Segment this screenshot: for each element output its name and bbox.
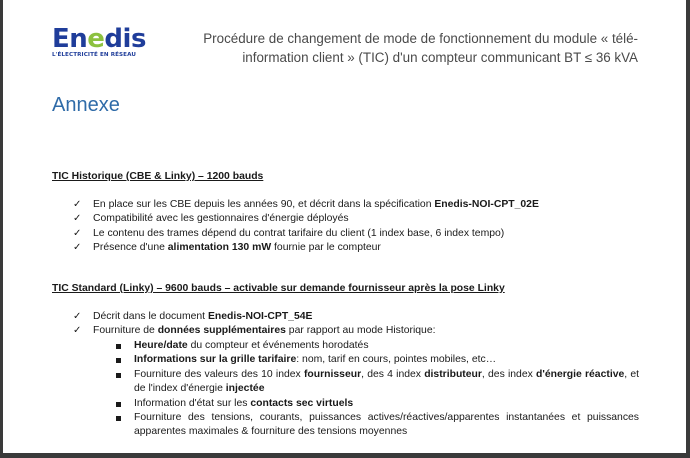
sub-list-item: Fourniture des valeurs des 10 index fournisseur, des 4 index distributeur, des index d'énergie réactive, et de l'index d'énergie injectée <box>116 368 639 397</box>
list-item: ✓ En place sur les CBE depuis les années 90, et décrit dans la spécification Enedis-NOI-CPT_02E <box>73 198 539 212</box>
page-edge-left <box>0 0 3 458</box>
sub-list-item: Fourniture des tensions, courants, puissances actives/réactives/apparentes instantanées et puissances apparentes maximales & fourniture des tensions moyennes <box>116 411 639 440</box>
list-item: ✓ Le contenu des trames dépend du contrat tarifaire du client (1 index base, 6 index tempo) <box>73 227 539 241</box>
section-title-standard: TIC Standard (Linky) – 9600 bauds – activable sur demande fournisseur après la pose Linky <box>52 283 505 294</box>
section-title-historique: TIC Historique (CBE & Linky) – 1200 bauds <box>52 171 264 182</box>
check-icon: ✓ <box>73 325 82 337</box>
enedis-logo <box>52 24 146 58</box>
sub-list-item: Information d'état sur les contacts sec virtuels <box>116 397 639 411</box>
document-header-title: Procédure de changement de mode de fonctionnement du module « télé-information client » (TIC) d'un compteur communicant BT ≤ 36 kVA <box>203 31 638 65</box>
list-item: ✓ Compatibilité avec les gestionnaires d'énergie déployés <box>73 212 539 226</box>
list-item: ✓ Fourniture de données supplémentaires par rapport au mode Historique: <box>73 324 436 338</box>
standard-list <box>73 310 436 339</box>
square-bullet-icon <box>116 344 121 349</box>
standard-sublist <box>116 339 639 440</box>
check-icon: ✓ <box>73 242 82 254</box>
sub-list-item: Heure/date du compteur et événements horodatés <box>116 339 639 353</box>
historique-list <box>73 198 539 256</box>
check-icon: ✓ <box>73 311 82 322</box>
square-bullet-icon <box>116 373 121 378</box>
page-edge-right <box>686 0 690 458</box>
page-title: Annexe <box>52 94 120 116</box>
sub-list-item: Informations sur la grille tarifaire: nom, tarif en cours, pointes mobiles, etc… <box>116 353 639 367</box>
page-edge-bottom <box>0 453 690 458</box>
check-icon: ✓ <box>73 199 82 210</box>
check-icon: ✓ <box>73 213 82 225</box>
list-item: ✓ Présence d'une alimentation 130 mW fournie par le compteur <box>73 241 539 255</box>
square-bullet-icon <box>116 358 121 363</box>
logo-wordmark: Enedis <box>52 24 146 54</box>
list-item: ✓ Décrit dans le document Enedis-NOI-CPT_54E <box>73 310 436 324</box>
square-bullet-icon <box>116 416 121 421</box>
square-bullet-icon <box>116 402 121 407</box>
logo-tagline: L'ÉLECTRICITÉ EN RÉSEAU <box>52 52 136 58</box>
check-icon: ✓ <box>73 227 82 239</box>
